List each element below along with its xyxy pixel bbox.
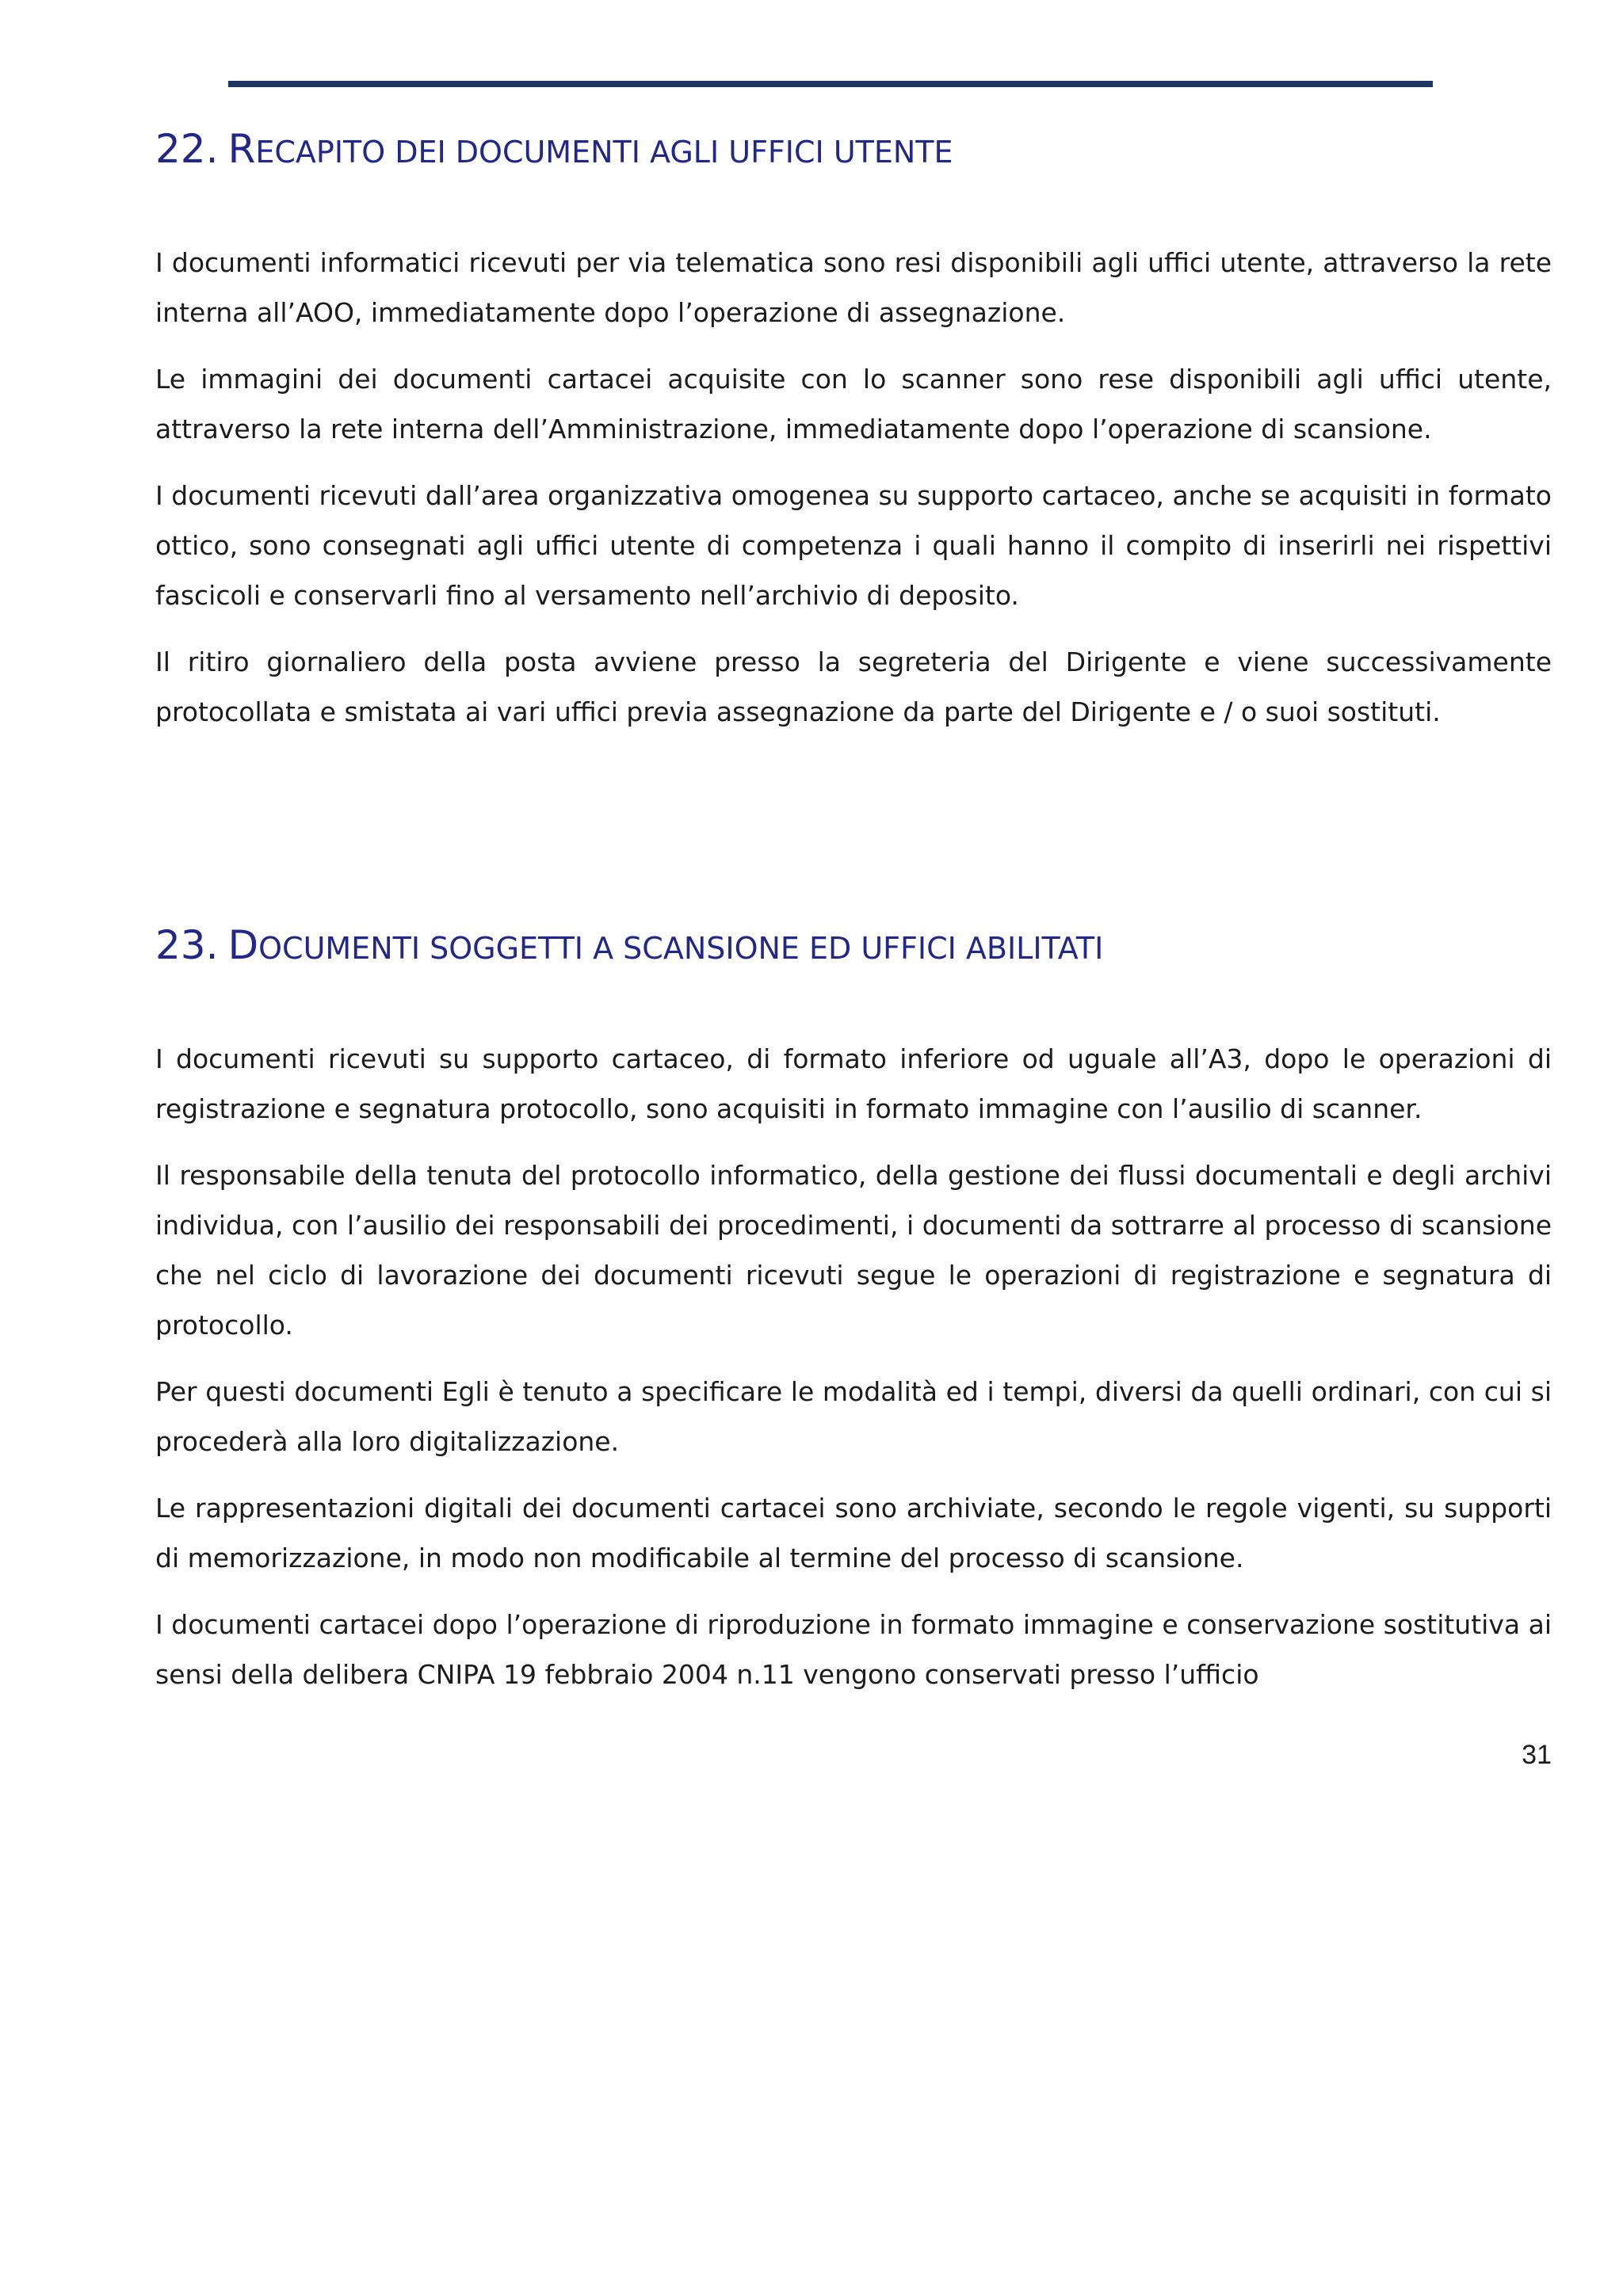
page-number: 31 bbox=[1522, 1740, 1552, 1770]
section-title-rest: ECAPITO DEI DOCUMENTI AGLI UFFICI UTENTE bbox=[255, 135, 953, 170]
section-title-rest: OCUMENTI SOGGETTI A SCANSIONE ED UFFICI ABILITATI bbox=[258, 931, 1104, 966]
section-title-initial: D bbox=[227, 922, 259, 968]
paragraph: Per questi documenti Egli è tenuto a specificare le modalità ed i tempi, diversi da quelli ordinari, con cui si procederà alla loro digitalizzazione. bbox=[155, 1376, 1552, 1457]
paragraph: Il responsabile della tenuta del protocollo informatico, della gestione dei flussi documentali e degli archivi individua, con l’ausilio dei responsabili dei procedimenti, i documenti da sottrarre al processo di scansione che nel ciclo di lavorazione dei documenti ricevuti segue le operazioni di registrazione e segnatura di protocollo. bbox=[155, 1160, 1552, 1341]
header-rule bbox=[228, 81, 1433, 87]
section-heading bbox=[155, 921, 1552, 972]
paragraph: I documenti ricevuti dall’area organizzativa omogenea su supporto cartaceo, anche se acquisiti in formato ottico, sono consegnati agli uffici utente di competenza i quali hanno il compito di inserirli nei rispettivi fascicoli e conservarli fino al versamento nell’archivio di deposito. bbox=[155, 480, 1552, 611]
section-number: 23. bbox=[155, 922, 219, 968]
section-heading bbox=[155, 125, 1552, 176]
section-title-initial: R bbox=[227, 126, 256, 172]
paragraph: Le rappresentazioni digitali dei documenti cartacei sono archiviate, secondo le regole vigenti, su supporti di memorizzazione, in modo non modificabile al termine del processo di scansione. bbox=[155, 1493, 1552, 1573]
paragraph: Le immagini dei documenti cartacei acquisite con lo scanner sono rese disponibili agli uffici utente, attraverso la rete interna dell’Amministrazione, immediatamente dopo l’operazione di scansione. bbox=[155, 364, 1552, 444]
section-number: 22. bbox=[155, 126, 219, 172]
paragraph: I documenti informatici ricevuti per via telematica sono resi disponibili agli uffici utente, attraverso la rete interna all’AOO, immediatamente dopo l’operazione di assegnazione. bbox=[155, 247, 1552, 328]
paragraph: I documenti cartacei dopo l’operazione di riproduzione in formato immagine e conservazione sostitutiva ai sensi della delibera CNIPA 19 febbraio 2004 n.11 vengono conservati presso l’ufficio bbox=[155, 1609, 1552, 1690]
paragraph: Il ritiro giornaliero della posta avviene presso la segreteria del Dirigente e viene successivamente protocollata e smistata ai vari uffici previa assegnazione da parte del Dirigente e / o suoi sostituti. bbox=[155, 646, 1552, 727]
section-23 bbox=[155, 921, 1552, 1716]
paragraph: I documenti ricevuti su supporto cartaceo, di formato inferiore od uguale all’A3, dopo le operazioni di registrazione e segnatura protocollo, sono acquisiti in formato immagine con l’ausilio di scanner. bbox=[155, 1043, 1552, 1124]
section-22 bbox=[155, 125, 1552, 753]
